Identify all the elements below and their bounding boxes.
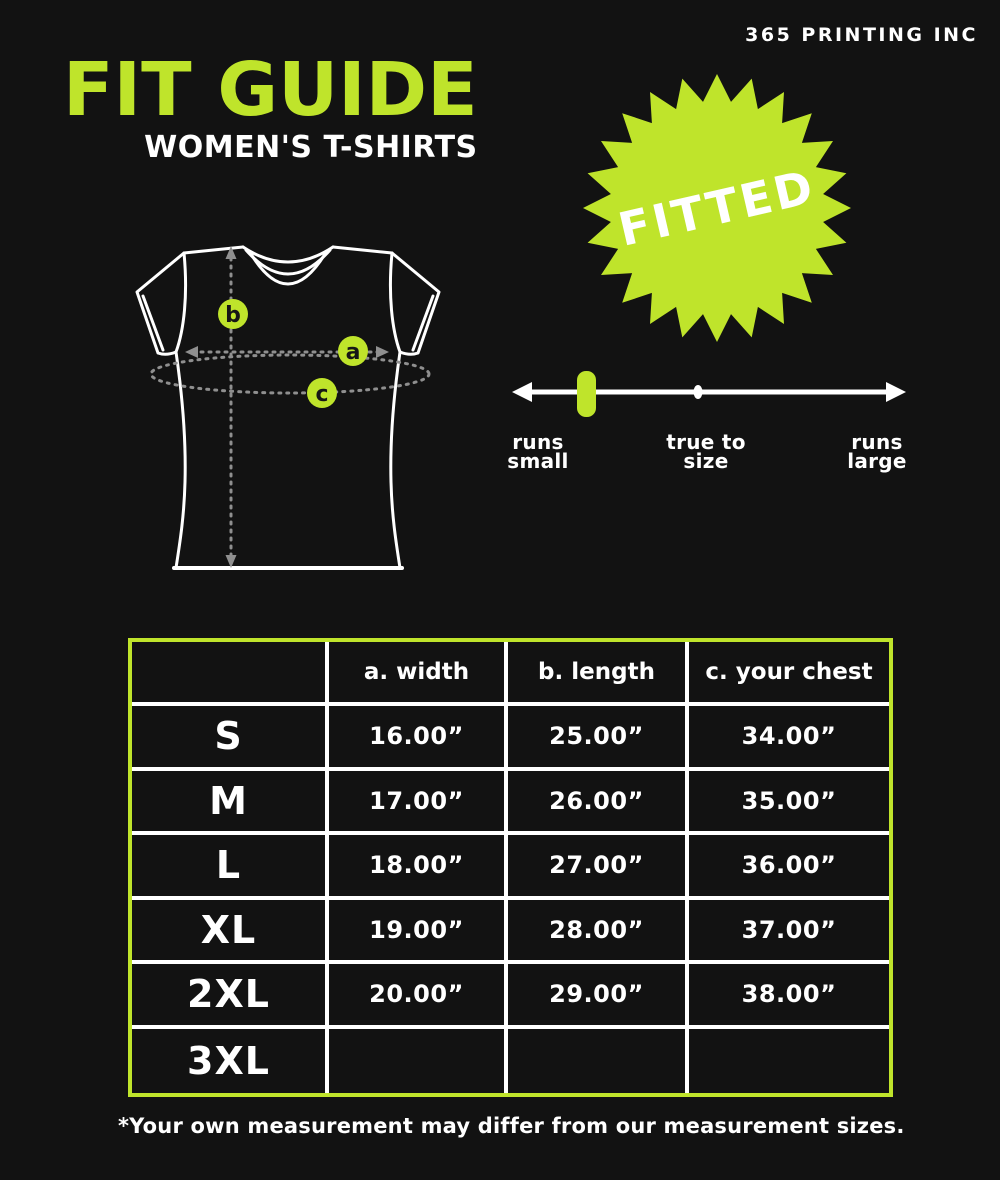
scale-label-runs-small: runs small <box>507 430 569 473</box>
badge-label: FITTED <box>613 159 821 257</box>
table-value-cell: 28.00” <box>508 900 689 965</box>
fitted-badge <box>583 74 851 342</box>
table-value-cell: 26.00” <box>508 771 689 836</box>
page-subtitle: WOMEN'S T-SHIRTS <box>144 129 478 165</box>
scale-label-true-to-size: true to size <box>666 430 746 473</box>
table-value-cell: 38.00” <box>689 964 889 1029</box>
table-size-cell: XL <box>132 900 329 965</box>
table-size-cell: L <box>132 835 329 900</box>
table-value-cell: 37.00” <box>689 900 889 965</box>
table-size-cell: 2XL <box>132 964 329 1029</box>
table-value-cell: 17.00” <box>329 771 508 836</box>
scale-position-marker <box>577 371 596 417</box>
scale-midpoint-dot <box>694 385 703 399</box>
table-size-cell: 3XL <box>132 1029 329 1094</box>
table-value-cell: 25.00” <box>508 706 689 771</box>
table-value-cell <box>329 1029 508 1094</box>
table-value-cell: 35.00” <box>689 771 889 836</box>
marker-b-label: b <box>225 303 241 328</box>
table-value-cell: 18.00” <box>329 835 508 900</box>
table-size-cell: S <box>132 706 329 771</box>
table-header-width: a. width <box>329 642 508 706</box>
page-title: FIT GUIDE <box>63 47 478 133</box>
size-table <box>128 638 893 1097</box>
table-header-cell <box>132 642 329 706</box>
table-value-cell: 36.00” <box>689 835 889 900</box>
table-value-cell: 34.00” <box>689 706 889 771</box>
table-value-cell: 29.00” <box>508 964 689 1029</box>
table-size-cell: M <box>132 771 329 836</box>
table-value-cell: 27.00” <box>508 835 689 900</box>
measurement-guides <box>151 258 429 556</box>
table-value-cell: 19.00” <box>329 900 508 965</box>
chest-measure-ellipse <box>151 355 429 393</box>
measure-arrowheads <box>185 246 389 568</box>
table-value-cell <box>508 1029 689 1094</box>
scale-label-runs-large: runs large <box>847 430 907 473</box>
marker-a-label: a <box>345 340 361 365</box>
table-header-chest: c. your chest <box>689 642 889 706</box>
marker-c-label: c <box>315 382 329 407</box>
fit-scale <box>512 371 906 417</box>
table-value-cell: 20.00” <box>329 964 508 1029</box>
tshirt-outline-icon <box>137 247 439 568</box>
table-value-cell: 16.00” <box>329 706 508 771</box>
scale-arrow-right-icon <box>886 382 906 402</box>
brand-name: 365 PRINTING INC <box>745 24 978 46</box>
table-value-cell <box>689 1029 889 1094</box>
measurement-disclaimer: *Your own measurement may differ from our measurement sizes. <box>118 1114 905 1138</box>
scale-arrow-left-icon <box>512 382 532 402</box>
table-header-length: b. length <box>508 642 689 706</box>
